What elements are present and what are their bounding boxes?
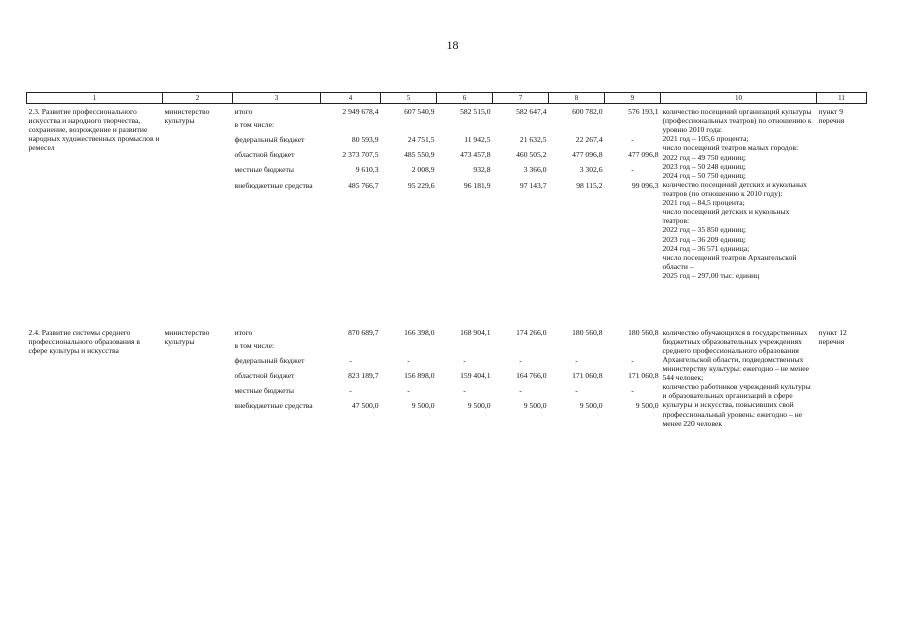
- amount-cell: -: [349, 355, 352, 365]
- amount-cell: 9 500,0: [467, 401, 491, 411]
- amount-cell: [381, 116, 437, 135]
- col-header: 9: [605, 93, 661, 104]
- reference: пункт 9 перечня: [818, 107, 845, 126]
- source-label: в том числе:: [234, 340, 275, 350]
- amount-cell: -: [575, 385, 578, 395]
- amount-cell: 11 942,5: [464, 135, 491, 145]
- amount-cell: [321, 116, 381, 135]
- amount-cell: -: [631, 135, 634, 145]
- amount-cell: 180 560,8: [572, 327, 603, 337]
- source-label: областной бюджет: [234, 370, 295, 380]
- amount-cell: 96 181,9: [463, 180, 491, 190]
- amount-cell: 180 560,8: [628, 327, 659, 337]
- col-header: 10: [661, 93, 817, 104]
- amount-cell: 156 898,0: [404, 370, 435, 380]
- amount-cell: -: [631, 355, 634, 365]
- amount-cell: 582 515,0: [460, 107, 491, 116]
- source-label: в том числе:: [234, 120, 275, 130]
- amount-cell: [381, 337, 437, 356]
- amount-cell: 159 404,1: [460, 370, 491, 380]
- amount-cell: [437, 116, 493, 135]
- amount-cell: 80 593,9: [351, 135, 379, 145]
- col-header: 4: [321, 93, 381, 104]
- amount-cell: [321, 337, 381, 356]
- amount-cell: 9 500,0: [635, 401, 659, 411]
- measure-name: 2.4. Развитие системы среднего профессионального образования в сфере культуры и искусства: [28, 327, 141, 355]
- amount-cell: 9 610,3: [355, 165, 379, 175]
- reference: пункт 12 перечня: [818, 327, 847, 346]
- amount-cell: 2 949 678,4: [342, 107, 379, 116]
- amount-cell: [549, 116, 605, 135]
- amount-cell: 99 096,3: [631, 180, 659, 190]
- amount-cell: 3 302,6: [579, 165, 603, 175]
- col-header: 7: [493, 93, 549, 104]
- page-number: 18: [446, 38, 459, 52]
- amount-cell: [493, 337, 549, 356]
- table-row: [27, 325, 867, 337]
- amount-cell: -: [407, 385, 410, 395]
- amount-cell: -: [407, 355, 410, 365]
- col-header: 6: [437, 93, 493, 104]
- amount-cell: 477 096,8: [572, 150, 603, 160]
- source-label: областной бюджет: [234, 150, 295, 160]
- col-header: 3: [233, 93, 321, 104]
- amount-cell: 97 143,7: [519, 180, 547, 190]
- amount-cell: 47 500,0: [351, 401, 379, 411]
- col-header: 1: [27, 93, 163, 104]
- amount-cell: [437, 337, 493, 356]
- executor: министерство культуры: [164, 107, 210, 126]
- col-header: 11: [817, 93, 867, 104]
- amount-cell: 576 193,1: [628, 107, 659, 116]
- col-header: 2: [163, 93, 233, 104]
- amount-cell: 98 115,2: [576, 180, 603, 190]
- amount-cell: 171 060,8: [628, 370, 659, 380]
- amount-cell: 166 398,0: [404, 327, 435, 337]
- amount-cell: 473 457,8: [460, 150, 491, 160]
- amount-cell: 168 904,1: [460, 327, 491, 337]
- amount-cell: 3 366,0: [523, 165, 547, 175]
- row-spacer: [27, 311, 867, 325]
- amount-cell: -: [519, 355, 522, 365]
- amount-cell: [493, 116, 549, 135]
- amount-cell: 485 766,7: [348, 180, 379, 190]
- amount-cell: 823 189,7: [348, 370, 379, 380]
- amount-cell: 477 096,8: [628, 150, 659, 160]
- executor: министерство культуры: [164, 327, 210, 346]
- target-indicators: количество обучающихся в государственных бюджетных образовательных учреждениях среднего профессионального образования Архангельской области, подведомственных министерству культуры: ежегодно – не менее 544 человек; количество работников учреждений культуры и образовательных организаций в сфере культуры и искусства, повысивших свой профессиональный уровень: ежегодно – не менее 220 человек: [662, 327, 811, 428]
- amount-cell: 2 373 707,5: [342, 150, 379, 160]
- amount-cell: 2 008,9: [411, 165, 435, 175]
- amount-cell: -: [631, 165, 634, 175]
- amount-cell: 870 689,7: [348, 327, 379, 337]
- amount-cell: -: [349, 385, 352, 395]
- amount-cell: 164 766,0: [516, 370, 547, 380]
- col-header: 5: [381, 93, 437, 104]
- amount-cell: 22 267,4: [575, 135, 603, 145]
- amount-cell: 9 500,0: [579, 401, 603, 411]
- amount-cell: 582 647,4: [516, 107, 547, 116]
- source-label: итого: [234, 107, 253, 116]
- amount-cell: -: [463, 355, 466, 365]
- amount-cell: -: [519, 385, 522, 395]
- source-label: федеральный бюджет: [234, 355, 305, 365]
- amount-cell: -: [463, 385, 466, 395]
- amount-cell: 95 229,6: [407, 180, 435, 190]
- table-row: [27, 104, 867, 117]
- source-label: внебюджетные средства: [234, 401, 313, 411]
- amount-cell: [549, 337, 605, 356]
- amount-cell: 600 782,0: [572, 107, 603, 116]
- program-table: [26, 92, 867, 461]
- amount-cell: 174 266,0: [516, 327, 547, 337]
- amount-cell: [605, 337, 661, 356]
- target-indicators: количество посещений организаций культуры (профессиональных театров) по отношению к уровню 2010 года: 2021 год – 105,6 процента; число посещений театров малых городов: 2022 год – 49 750 единиц; 2023 год – 50 248 единиц; 2024 год – 50 750 единиц; количество посещений детских и кукольных театров (по отношению к 2010 году): 2021 год – 84,5 процента; число посещений детских и кукольных театров: 2022 год – 35 850 единиц; 2023 год – 36 209 единиц; 2024 год – 36 571 единица; число посещений театров Архангельской области – 2025 год – 297,00 тыс. единиц: [662, 107, 812, 280]
- amount-cell: -: [631, 385, 634, 395]
- amount-cell: -: [575, 355, 578, 365]
- source-label: итого: [234, 327, 253, 337]
- amount-cell: 9 500,0: [411, 401, 435, 411]
- amount-cell: 607 540,9: [404, 107, 435, 116]
- amount-cell: 171 060,8: [572, 370, 603, 380]
- amount-cell: 932,8: [473, 165, 491, 175]
- amount-cell: [605, 116, 661, 135]
- col-header: 8: [549, 93, 605, 104]
- source-label: федеральный бюджет: [234, 135, 305, 145]
- amount-cell: 21 632,5: [519, 135, 547, 145]
- measure-name: 2.3. Развитие профессионального искусства и народного творчества, сохранение, возрождение и развитие народных художественных промыслов и ремесел: [28, 107, 160, 153]
- source-label: местные бюджеты: [234, 165, 294, 175]
- source-label: местные бюджеты: [234, 385, 294, 395]
- amount-cell: 460 505,2: [516, 150, 547, 160]
- header-row: [27, 93, 867, 104]
- amount-cell: 9 500,0: [523, 401, 547, 411]
- amount-cell: 485 550,9: [404, 150, 435, 160]
- source-label: внебюджетные средства: [234, 180, 313, 190]
- amount-cell: 24 751,5: [407, 135, 435, 145]
